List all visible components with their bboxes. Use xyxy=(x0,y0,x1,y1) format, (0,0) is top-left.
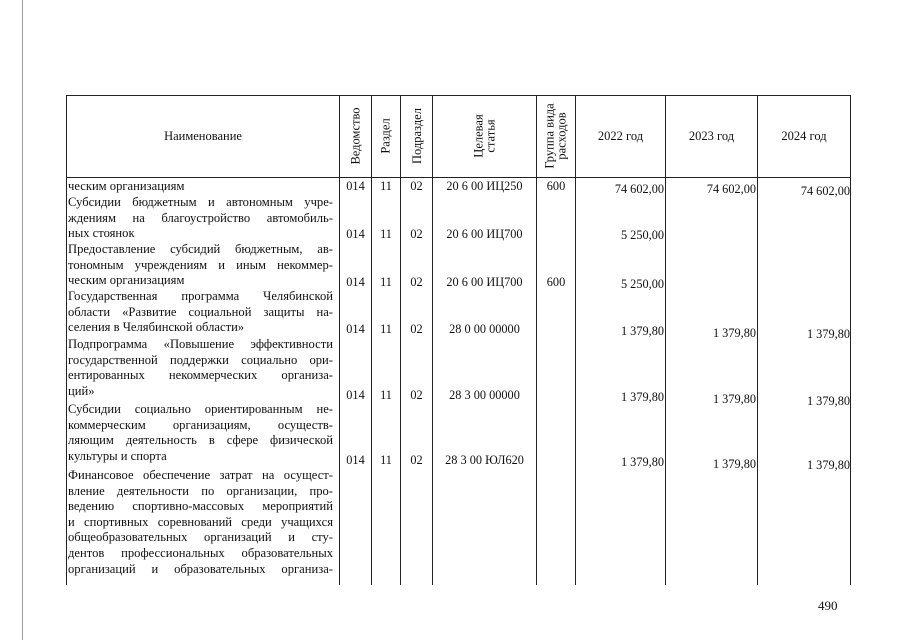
cell-vedomstvo: 014 xyxy=(346,322,365,336)
row-name: Финансовое обеспечение затрат на осущест- вление деятельности по организации, про- ведению спортивно-массовых мероприятий и спортивных соревнований среди учащихся общеобразовательных организаций и сту- дентов профессиональных образовательных организаций и образовательных организа- xyxy=(68,468,333,576)
cell-gruppa: 600 xyxy=(546,179,566,193)
cell-celevaya: 28 0 00 00000 xyxy=(449,322,520,336)
cell-2024: 1 379,80 xyxy=(806,458,850,472)
header-gruppa-vida-rashodov: Группа вида расходов xyxy=(543,103,570,169)
cell-celevaya: 20 6 00 ИЦ700 xyxy=(446,227,523,241)
budget-table xyxy=(66,95,851,585)
header-podrazdel: Подраздел xyxy=(409,108,424,164)
row-name: Субсидии социально ориентированным не- коммерческим организациям, осуществ- ляющим деятельность в сфере физической культуры и спорта xyxy=(68,402,333,463)
cell-2023: 1 379,80 xyxy=(712,326,756,340)
page-number: 490 xyxy=(818,598,838,613)
cell-2022: 1 379,80 xyxy=(620,455,664,469)
cell-2024: 1 379,80 xyxy=(806,394,850,408)
header-bottom-border xyxy=(66,177,851,178)
cell-2023: 74 602,00 xyxy=(706,182,756,196)
cell-2023: 1 379,80 xyxy=(712,392,756,406)
cell-2024: 74 602,00 xyxy=(800,184,850,198)
header-celevaya-statya: Целевая статья xyxy=(471,114,498,158)
col-border xyxy=(850,95,851,585)
cell-razdel: 11 xyxy=(380,179,392,193)
cell-celevaya: 20 6 00 ИЦ250 xyxy=(446,179,523,193)
cell-podrazdel: 02 xyxy=(410,179,423,193)
header-2023: 2023 год xyxy=(688,128,735,143)
cell-vedomstvo: 014 xyxy=(346,453,365,467)
cell-podrazdel: 02 xyxy=(410,227,423,241)
cell-podrazdel: 02 xyxy=(410,275,423,289)
cell-celevaya: 28 3 00 ЮЛ620 xyxy=(445,453,524,467)
row-name: Подпрограмма «Повышение эффективности государственной поддержки социально ори- ентированных некоммерческих организа- ций» xyxy=(68,337,333,398)
cell-2023: 1 379,80 xyxy=(712,457,756,471)
header-razdel: Раздел xyxy=(379,118,394,154)
cell-razdel: 11 xyxy=(380,453,392,467)
row-name: Предоставление субсидий бюджетным, ав- тономным учреждениям и иным некоммер- ческим организациям xyxy=(68,242,333,288)
cell-razdel: 11 xyxy=(380,227,392,241)
cell-vedomstvo: 014 xyxy=(346,388,365,402)
cell-2022: 5 250,00 xyxy=(620,277,664,291)
header-2024: 2024 год xyxy=(781,128,827,143)
cell-razdel: 11 xyxy=(380,388,392,402)
row-name: ческим организациям xyxy=(68,179,185,193)
cell-2022: 1 379,80 xyxy=(620,324,664,338)
cell-celevaya: 28 3 00 00000 xyxy=(449,388,520,402)
cell-2022: 74 602,00 xyxy=(614,182,664,196)
cell-2022: 1 379,80 xyxy=(620,390,664,404)
cell-podrazdel: 02 xyxy=(410,322,423,336)
cell-razdel: 11 xyxy=(380,275,392,289)
header-2022: 2022 год xyxy=(597,128,644,143)
cell-razdel: 11 xyxy=(380,322,392,336)
header-name: Наименование xyxy=(164,128,242,143)
cell-gruppa: 600 xyxy=(546,275,566,289)
cell-podrazdel: 02 xyxy=(410,388,423,402)
row-name: Государственная программа Челябинской области «Развитие социальной защиты на- селения в Челябинской области» xyxy=(68,289,333,335)
cell-celevaya: 20 6 00 ИЦ700 xyxy=(446,275,523,289)
cell-2024: 1 379,80 xyxy=(806,327,850,341)
cell-vedomstvo: 014 xyxy=(346,275,365,289)
row-name: Субсидии бюджетным и автономным учре- ждениям на благоустройство автомобиль- ных стоянок xyxy=(68,195,333,241)
cell-vedomstvo: 014 xyxy=(346,179,365,193)
cell-podrazdel: 02 xyxy=(410,453,423,467)
header-vedomstvo: Ведомство xyxy=(348,107,363,165)
left-margin-line xyxy=(22,0,23,640)
cell-2022: 5 250,00 xyxy=(620,228,664,242)
cell-vedomstvo: 014 xyxy=(346,227,365,241)
